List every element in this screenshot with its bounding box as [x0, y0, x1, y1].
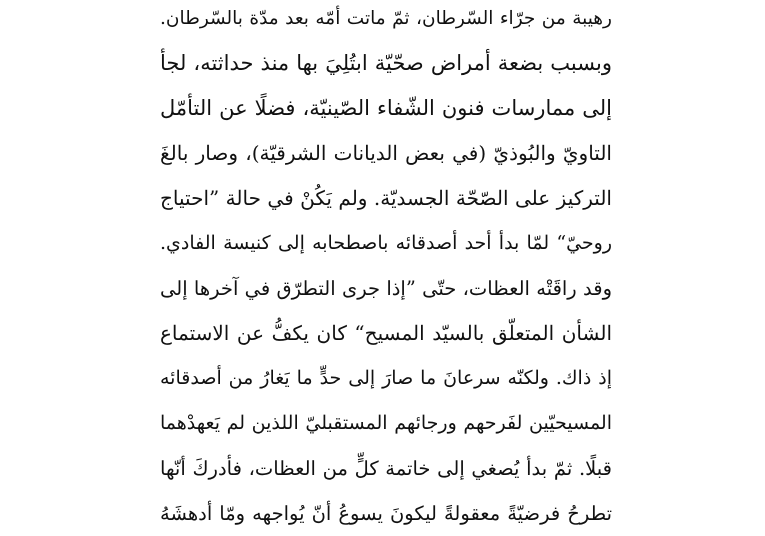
text-line: قبلًا. ثمّ بدأ يُصغي إلى خاتمة كلٍّ من العظات، فأدركَ أنّها	[160, 457, 612, 480]
text-line: المسيحيّين لفَرحهم ورجائهم المستقبليّ اللذين لم يَعهدْهما	[160, 412, 612, 434]
text-line: روحيّ“ لمّا بدأ أحد أصدقائه باصطحابه إلى كنيسة الفادي.	[160, 232, 612, 254]
body-text	[160, 0, 612, 536]
text-line: التركيز على الصّحّة الجسديّة. ولم يَكُنْ في حالة ”احتياج	[160, 186, 612, 210]
text-line: وقد راقَتْه العظات، حتّى ”إذا جرى التطرّق في آخرها إلى	[160, 277, 612, 300]
text-line: إذ ذاك. ولكنّه سرعانَ ما صارَ إلى حدٍّ ما يَغارُ من أصدقائه	[160, 367, 612, 389]
text-line: رهيبة من جرّاء السّرطان، ثمّ ماتت أمّه بعد مدّة بالسّرطان.	[160, 8, 612, 29]
text-line: التاويّ والبُوذيّ (في بعض الديانات الشرقيّة)، وصار بالغَ	[160, 141, 612, 165]
text-line: الشأن المتعلّق بالسيّد المسيح“ كان يكفُّ عن الاستماع	[160, 321, 612, 345]
text-line: تطرحُ فرضيّةً معقولةً ليكونَ يسوعُ أنّ يُواجهه ومّا أدهشَهُ	[160, 502, 612, 525]
text-line: إلى ممارسات فنون الشّفاء الصّينيّة، فضلًا عن التأمّل	[160, 96, 612, 120]
text-line: وبسبب بضعة أمراض صحّيّة ابتُلِيَ بها منذ حداثته، لجأ	[160, 51, 612, 75]
